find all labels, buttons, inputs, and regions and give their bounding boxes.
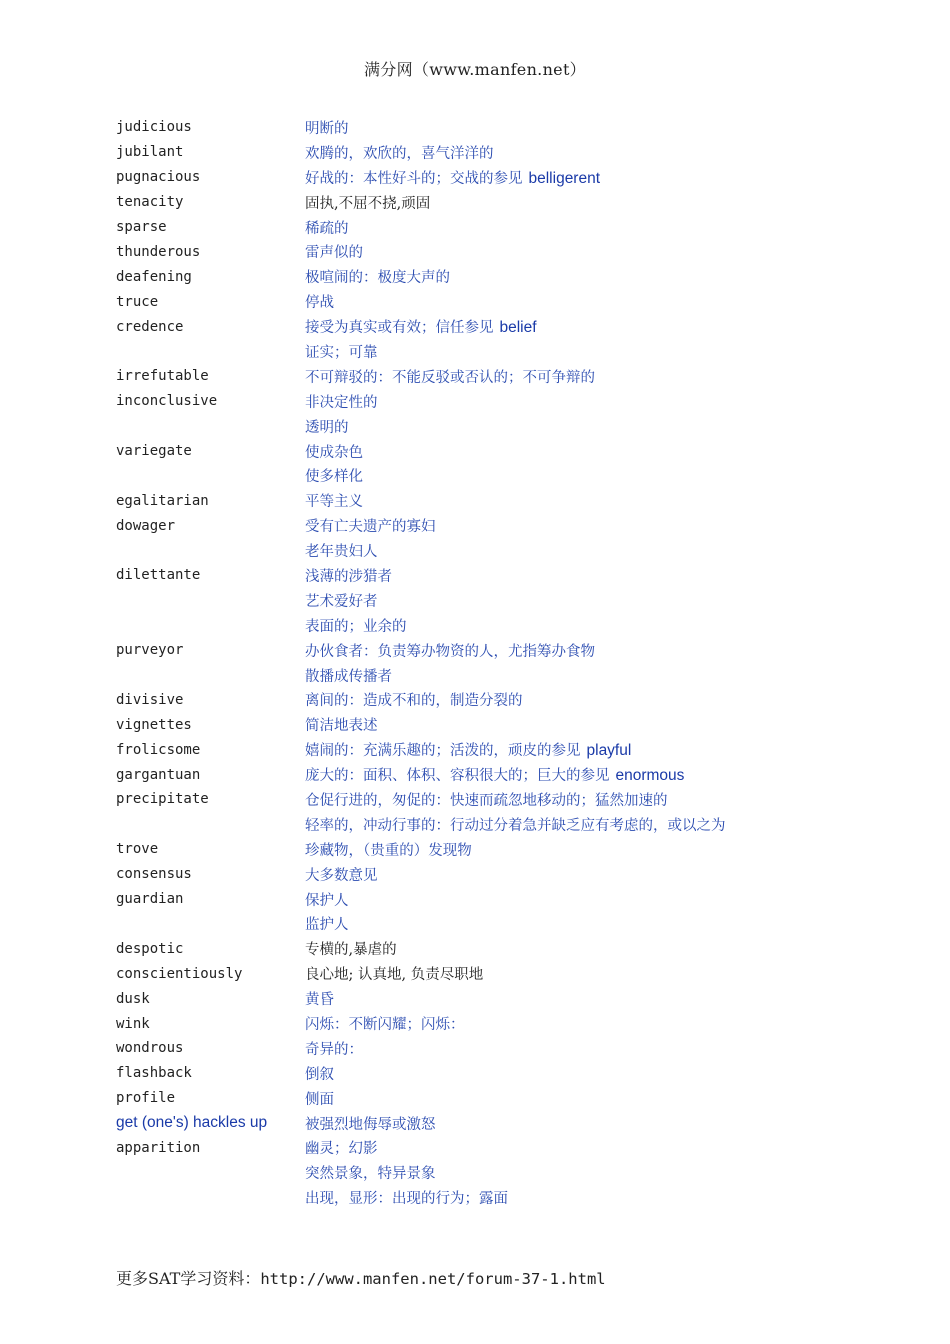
definition-text: 办伙食者：负责筹办物资的人，尤指筹办食物 — [305, 643, 595, 660]
definition-text: 欢腾的，欢欣的，喜气洋洋的 — [305, 145, 494, 162]
vocab-definition — [305, 465, 816, 486]
see-also-word: belief — [499, 319, 537, 337]
footer-label: 更多SAT学习资料： — [116, 1269, 261, 1288]
vocab-row — [116, 1061, 816, 1086]
definition-text: 明断的 — [305, 120, 349, 137]
definition-text: 轻率的，冲动行事的：行动过分着急并缺乏应有考虑的，或以之为 — [305, 817, 726, 834]
definition-text: 突然景象，特异景象 — [305, 1166, 436, 1183]
vocab-row — [116, 1011, 816, 1036]
definition-text: 接受为真实或有效；信任参见 — [305, 320, 494, 337]
vocab-row — [116, 936, 816, 961]
vocab-term: trove — [116, 841, 159, 858]
definition-text: 庞大的：面积、体积、容积很大的；巨大的参见 — [305, 768, 610, 785]
vocab-definition — [305, 988, 816, 1009]
vocab-definition — [305, 714, 816, 735]
definition-text: 非决定性的 — [305, 394, 378, 411]
vocab-row — [116, 712, 816, 737]
definition-text: 珍藏物，（贵重的）发现物 — [305, 842, 472, 859]
definition-text: 出现，显形：出现的行为；露面 — [305, 1191, 508, 1208]
vocab-row — [116, 588, 816, 613]
definition-text: 极喧闹的：极度大声的 — [305, 270, 450, 287]
vocab-definition — [305, 590, 816, 611]
definition-text: 稀疏的 — [305, 220, 349, 237]
definition-text: 保护人 — [305, 892, 349, 909]
vocab-definition — [305, 515, 816, 536]
vocab-row — [116, 215, 816, 240]
vocab-term: variegate — [116, 443, 192, 460]
vocab-term: dilettante — [116, 567, 201, 584]
vocab-term: sparse — [116, 219, 167, 235]
vocab-definition — [305, 689, 816, 710]
vocab-row — [116, 1111, 816, 1136]
vocab-definition — [305, 1038, 816, 1059]
vocab-term: apparition — [116, 1139, 201, 1156]
vocab-definition — [305, 814, 816, 835]
vocab-row — [116, 364, 816, 389]
definition-text: 侧面 — [305, 1091, 334, 1108]
vocab-definition — [305, 1137, 816, 1158]
vocab-definition — [305, 316, 816, 337]
vocab-term: truce — [116, 293, 159, 310]
page-header: 满分网（www.manfen.net） — [364, 60, 586, 79]
definition-text: 停战 — [305, 295, 334, 312]
vocab-row — [116, 140, 816, 165]
vocab-definition — [305, 789, 816, 810]
vocab-definition — [305, 913, 816, 934]
see-also-word: playful — [586, 742, 632, 760]
definition-text: 不可辩驳的：不能反驳或否认的；不可争辩的 — [305, 369, 595, 386]
definition-text: 嬉闹的：充满乐趣的；活泼的，顽皮的参见 — [305, 743, 581, 760]
definition-text: 闪烁：不断闪耀；闪烁： — [305, 1017, 465, 1033]
vocab-term: vignettes — [116, 716, 192, 733]
see-also-word: belligerent — [528, 169, 601, 187]
vocab-definition — [305, 192, 816, 213]
definition-text: 表面的；业余的 — [305, 618, 407, 635]
vocab-term: pugnacious — [116, 169, 201, 186]
vocab-row — [116, 463, 816, 488]
definition-text: 简洁地表述 — [305, 718, 378, 735]
vocab-term: precipitate — [116, 791, 209, 808]
vocab-term: conscientiously — [116, 965, 243, 982]
vocab-term: judicious — [116, 119, 192, 136]
definition-text: 固执,不屈不挠,顽固 — [305, 195, 431, 212]
vocab-row — [116, 264, 816, 289]
vocab-row — [116, 563, 816, 588]
vocab-definition — [305, 963, 816, 984]
vocab-term: dowager — [116, 517, 176, 534]
vocab-definition — [305, 341, 816, 362]
vocab-row — [116, 538, 816, 563]
vocab-list — [116, 115, 816, 1210]
vocab-row — [116, 239, 816, 264]
vocab-term: guardian — [116, 891, 184, 908]
vocab-row — [116, 986, 816, 1011]
vocab-row — [116, 812, 816, 837]
definition-text: 被强烈地侮辱或激怒 — [305, 1116, 436, 1133]
vocab-row — [116, 887, 816, 912]
vocab-term: thunderous — [116, 243, 201, 260]
vocab-definition — [305, 366, 816, 387]
vocab-row — [116, 314, 816, 339]
definition-text: 艺术爱好者 — [305, 593, 378, 610]
vocab-row — [116, 389, 816, 414]
vocab-row — [116, 1036, 816, 1061]
vocab-term: purveyor — [116, 642, 184, 659]
vocab-term: get (one's) hackles up — [116, 1114, 268, 1132]
vocab-term: frolicsome — [116, 741, 201, 758]
vocab-term: gargantuan — [116, 766, 201, 783]
vocab-definition — [305, 665, 816, 686]
vocab-row — [116, 687, 816, 712]
definition-text: 黄昏 — [305, 992, 334, 1009]
vocab-row — [116, 961, 816, 986]
definition-text: 使多样化 — [305, 469, 363, 486]
vocab-row — [116, 513, 816, 538]
vocab-definition — [305, 889, 816, 910]
definition-text: 仓促行进的，匆促的：快速而疏忽地移动的；猛然加速的 — [305, 792, 668, 809]
definition-text: 老年贵妇人 — [305, 544, 378, 561]
vocab-term: irrefutable — [116, 368, 209, 385]
vocab-row — [116, 663, 816, 688]
definition-text: 透明的 — [305, 419, 349, 436]
vocab-term: inconclusive — [116, 393, 218, 410]
vocab-term: wondrous — [116, 1040, 184, 1057]
vocab-definition — [305, 1113, 816, 1134]
vocab-row — [116, 488, 816, 513]
definition-text: 受有亡夫遗产的寡妇 — [305, 519, 436, 536]
vocab-definition — [305, 291, 816, 312]
vocab-row — [116, 339, 816, 364]
vocab-definition — [305, 565, 816, 586]
vocab-definition — [305, 266, 816, 287]
definition-text: 好战的：本性好斗的；交战的参见 — [305, 170, 523, 187]
vocab-definition — [305, 615, 816, 636]
vocab-definition — [305, 764, 816, 785]
vocab-definition — [305, 540, 816, 561]
vocab-term: jubilant — [116, 144, 184, 161]
vocab-definition — [305, 938, 816, 959]
vocab-row — [116, 289, 816, 314]
definition-text: 使成杂色 — [305, 444, 363, 461]
vocab-definition — [305, 640, 816, 661]
vocab-row — [116, 912, 816, 937]
vocab-term: credence — [116, 318, 184, 335]
vocab-term: deafening — [116, 268, 192, 285]
definition-text: 散播成传播者 — [305, 668, 392, 685]
vocab-definition — [305, 1187, 816, 1208]
vocab-row — [116, 115, 816, 140]
vocab-row — [116, 1185, 816, 1210]
vocab-definition — [305, 441, 816, 462]
vocab-definition — [305, 839, 816, 860]
vocab-row — [116, 837, 816, 862]
vocab-term: flashback — [116, 1065, 192, 1082]
vocab-term: egalitarian — [116, 492, 209, 509]
vocab-definition — [305, 117, 816, 138]
vocab-definition — [305, 217, 816, 238]
vocab-term: divisive — [116, 691, 184, 708]
vocab-definition — [305, 1162, 816, 1183]
definition-text: 雷声似的 — [305, 245, 363, 262]
vocab-definition — [305, 142, 816, 163]
see-also-word: enormous — [615, 767, 685, 785]
vocab-term: profile — [116, 1090, 176, 1107]
definition-text: 奇异的： — [305, 1041, 363, 1058]
vocab-term: wink — [116, 1015, 150, 1032]
vocab-row — [116, 862, 816, 887]
vocab-term: despotic — [116, 940, 184, 957]
vocab-row — [116, 613, 816, 638]
vocab-term: tenacity — [116, 194, 184, 211]
definition-text: 离间的：造成不和的，制造分裂的 — [305, 693, 523, 710]
vocab-row — [116, 787, 816, 812]
vocab-row — [116, 414, 816, 439]
vocab-definition — [305, 864, 816, 885]
vocab-row — [116, 165, 816, 190]
vocab-definition — [305, 1013, 816, 1034]
vocab-definition — [305, 241, 816, 262]
definition-text: 证实；可靠 — [305, 344, 378, 361]
definition-text: 平等主义 — [305, 494, 363, 511]
vocab-term: consensus — [116, 866, 192, 883]
definition-text: 监护人 — [305, 917, 349, 934]
vocab-row — [116, 1160, 816, 1185]
vocab-row — [116, 638, 816, 663]
vocab-row — [116, 762, 816, 787]
definition-text: 浅薄的涉猎者 — [305, 568, 392, 585]
vocab-definition — [305, 1088, 816, 1109]
vocab-definition — [305, 1063, 816, 1084]
footer-link[interactable]: http://www.manfen.net/forum-37-1.html — [260, 1270, 606, 1288]
vocab-row — [116, 1086, 816, 1111]
definition-text: 大多数意见 — [305, 867, 378, 884]
definition-text: 倒叙 — [305, 1066, 334, 1083]
vocab-row — [116, 190, 816, 215]
vocab-row — [116, 737, 816, 762]
vocab-definition — [305, 416, 816, 437]
vocab-row — [116, 439, 816, 464]
definition-text: 幽灵；幻影 — [305, 1141, 378, 1158]
vocab-row — [116, 1136, 816, 1161]
vocab-definition — [305, 167, 816, 188]
vocab-definition — [305, 391, 816, 412]
vocab-definition — [305, 739, 816, 760]
vocab-term: dusk — [116, 990, 150, 1007]
definition-text: 良心地; 认真地, 负责尽职地 — [305, 967, 484, 984]
definition-text: 专横的,暴虐的 — [305, 942, 397, 959]
vocab-definition — [305, 490, 816, 511]
page-footer — [116, 1266, 606, 1289]
